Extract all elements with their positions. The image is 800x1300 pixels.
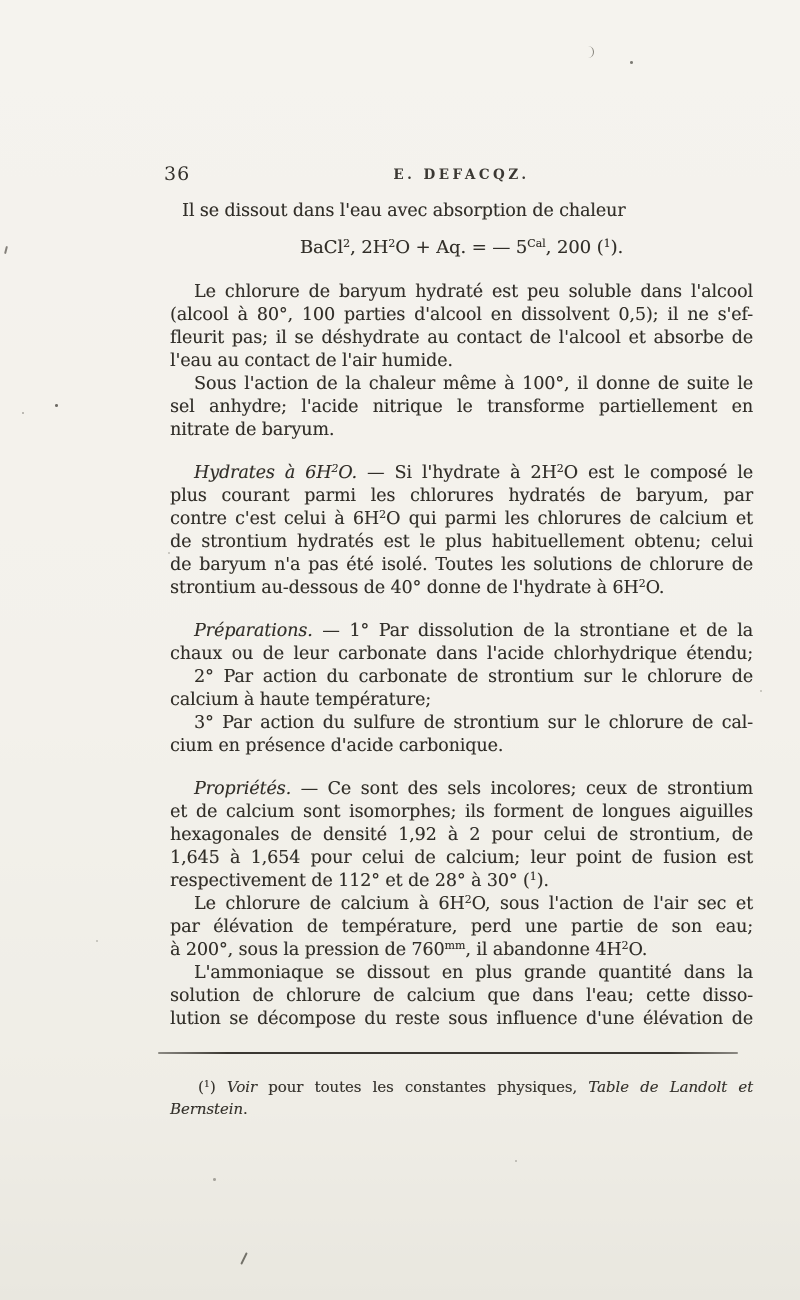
text-line — [170, 985, 753, 1008]
text-run: 1,645 à 1,654 pour celui de calcium; leur point de fusion est — [170, 848, 753, 868]
text-run: — Si l'hydrate à 2H — [356, 463, 557, 483]
text-run: Le chlorure de calcium à 6H — [194, 894, 465, 914]
page-header — [164, 163, 753, 189]
text-run: 2 — [343, 237, 351, 250]
text-line — [170, 939, 753, 962]
text-run: 2 — [556, 462, 564, 475]
text-run: — 1° Par dissolution de la strontiane et de la — [312, 621, 753, 641]
text-run: Propriétés. — [194, 779, 292, 799]
text-line — [170, 508, 753, 531]
footnote — [170, 1076, 753, 1120]
text-run: O qui parmi les chlorures de calcium et — [386, 509, 753, 529]
text-run: 2 — [379, 508, 387, 521]
text-line — [170, 304, 753, 327]
text-run: plus courant parmi les chlorures hydratés de baryum, par — [170, 486, 753, 506]
text-line — [170, 462, 753, 485]
scan-speck — [515, 1160, 517, 1162]
text-run: Préparations. — [194, 621, 313, 641]
text-run: Sous l'action de la chaleur même à 100°, il donne de suite le — [194, 374, 753, 394]
text-run: chaux ou de leur carbonate dans l'acide chlorhydrique étendu; — [170, 644, 753, 664]
text-line — [170, 554, 753, 577]
text-line — [170, 893, 753, 916]
text-line — [170, 962, 753, 985]
text-line — [170, 847, 753, 870]
text-run: calcium à haute température; — [170, 690, 432, 710]
text-line — [170, 396, 753, 419]
text-run: respectivement de 112° et de 28° à 30° ( — [170, 871, 530, 891]
footnote-rule — [158, 1052, 738, 1054]
text-run: sel anhydre; l'acide nitrique le transforme partiellement en — [170, 397, 753, 417]
text-line — [170, 620, 753, 643]
paragraph — [170, 893, 753, 962]
text-run: O. — [338, 463, 357, 483]
body-paragraphs — [170, 281, 753, 1031]
text-line — [170, 531, 753, 554]
text-run: 2 — [331, 462, 339, 475]
text-run: contre c'est celui à 6H — [170, 509, 380, 529]
text-line — [170, 712, 753, 735]
text-run: 1 — [203, 1079, 210, 1090]
text-run: 2 — [464, 893, 472, 906]
paragraph — [170, 712, 753, 758]
text-run: ). — [536, 871, 549, 891]
text-run: (alcool à 80°, 100 parties d'alcool en dissolvent 0,5); il ne s'ef- — [170, 305, 753, 325]
paragraph — [170, 962, 753, 1031]
scan-speck — [240, 1252, 247, 1265]
text-line — [170, 643, 753, 666]
text-line — [170, 350, 753, 373]
text-run: strontium au-dessous de 40° donne de l'hydrate à 6H — [170, 578, 639, 598]
text-line — [170, 373, 753, 396]
text-line — [170, 1008, 753, 1031]
text-run: de baryum n'a pas été isolé. Toutes les solutions de chlorure de — [170, 555, 753, 575]
scan-speck — [213, 1178, 216, 1181]
text-line — [170, 327, 753, 350]
text-run: ) — [209, 1078, 227, 1096]
text-line — [170, 1098, 753, 1120]
text-run: pour toutes les constantes physiques, — [256, 1078, 589, 1096]
paragraph — [170, 778, 753, 893]
text-run: 2 — [638, 577, 646, 590]
text-run: — Ce sont des sels incolores; ceux de strontium — [291, 779, 753, 799]
scan-speck — [22, 412, 24, 414]
text-line — [170, 689, 753, 712]
text-run: Hydrates à 6H — [194, 463, 332, 483]
scan-speck — [760, 690, 762, 692]
text-run: ). — [610, 237, 624, 258]
text-run: Cal — [527, 237, 546, 250]
paragraph — [170, 373, 753, 442]
page-number: 36 — [164, 163, 191, 185]
text-run: O. — [645, 578, 665, 598]
text-line — [170, 666, 753, 689]
scan-speck — [630, 61, 633, 64]
scan-speck — [586, 46, 594, 58]
text-run: à 200°, sous la pression de 760 — [170, 940, 445, 960]
text-line — [170, 778, 753, 801]
text-run: cium en présence d'acide carbonique. — [170, 736, 504, 756]
chemical-formula — [170, 235, 753, 261]
text-run: nitrate de baryum. — [170, 420, 335, 440]
text-run: ( — [198, 1078, 204, 1096]
text-run: . — [242, 1100, 248, 1118]
paragraph — [170, 281, 753, 373]
text-line — [170, 485, 753, 508]
scan-speck — [168, 552, 170, 554]
text-run: 2 — [621, 939, 629, 952]
running-header: E. DEFACQZ. — [393, 167, 530, 183]
scan-speck — [96, 940, 98, 942]
intro-line: Il se dissout dans l'eau avec absorption de chaleur — [182, 201, 626, 221]
paragraph — [170, 666, 753, 712]
scan-speck — [55, 404, 58, 407]
text-run: O, sous l'action de l'air sec et — [471, 894, 754, 914]
text-run: L'ammoniaque se dissout en plus grande quantité dans la — [194, 963, 753, 983]
text-line — [170, 916, 753, 939]
text-run: 1 — [603, 237, 611, 250]
text-line — [170, 1076, 753, 1098]
text-line — [170, 577, 753, 600]
text-run: Bernstein — [170, 1100, 243, 1118]
text-line — [170, 419, 753, 442]
text-run: 1 — [529, 870, 537, 883]
text-run: , il abandonne 4H — [465, 940, 622, 960]
text-run: 3° Par action du sulfure de strontium sur le chlorure de cal- — [194, 713, 753, 733]
text-run: de strontium hydratés est le plus habituellement obtenu; celui — [170, 532, 753, 552]
text-run: 2 — [388, 237, 396, 250]
text-line — [170, 735, 753, 758]
text-run: O est le composé le — [563, 463, 754, 483]
text-run: , 2H — [350, 237, 389, 258]
text-run: lution se décompose du reste sous influence d'une élévation de — [170, 1009, 753, 1029]
scan-speck — [4, 246, 8, 254]
paragraph — [170, 462, 753, 600]
text-line — [170, 281, 753, 304]
text-run: par élévation de température, perd une partie de son eau; — [170, 917, 753, 937]
text-line — [170, 824, 753, 847]
text-run: solution de chlorure de calcium que dans l'eau; cette disso- — [170, 986, 753, 1006]
text-run: Table de Landolt et — [588, 1078, 753, 1096]
text-line — [170, 801, 753, 824]
text-run: mm — [444, 939, 466, 952]
text-run: hexagonales de densité 1,92 à 2 pour celui de strontium, de — [170, 825, 753, 845]
text-line — [170, 870, 753, 893]
text-run: Le chlorure de baryum hydraté est peu soluble dans l'alcool — [194, 282, 753, 302]
text-run: O + Aq. = — 5 — [395, 237, 528, 258]
text-run: , 200 ( — [545, 237, 604, 258]
text-run: 2° Par action du carbonate de strontium sur le chlorure de — [194, 667, 753, 687]
text-run: l'eau au contact de l'air humide. — [170, 351, 453, 371]
text-run: BaCl — [299, 237, 344, 258]
text-run: Voir — [226, 1078, 257, 1096]
text-column — [170, 200, 753, 1120]
text-run: O. — [628, 940, 648, 960]
text-run: fleurit pas; il se déshydrate au contact de l'alcool et absorbe de — [170, 328, 753, 348]
paragraph — [170, 620, 753, 666]
text-run: et de calcium sont isomorphes; ils forment de longues aiguilles — [170, 802, 753, 822]
